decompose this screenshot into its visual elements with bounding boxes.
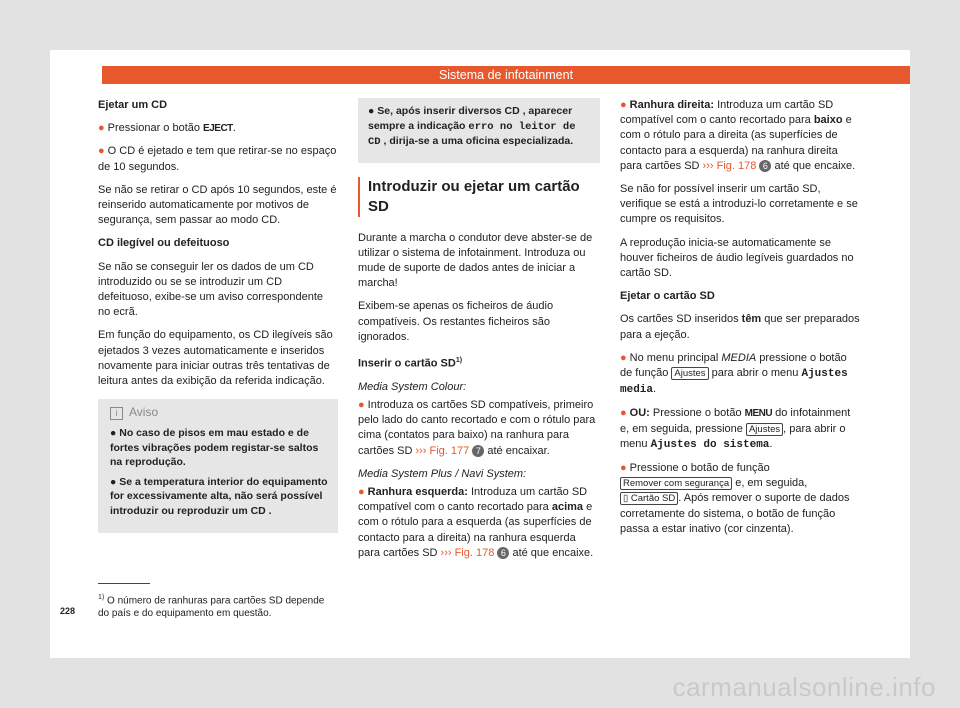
bullet-dot: ●	[368, 105, 378, 117]
bullet-dot: ●	[98, 145, 105, 158]
bullet-dot: ●	[358, 398, 365, 411]
bullet-insert-colour: ● Introduza os cartões SD compatíveis, primeiro pelo lado do canto recortado e com o rótulo para cima (contatos para baixo) na ranhura para cartões SD ››› Fig. 177 7 até encaixar.	[358, 398, 596, 457]
sd-card-icon: ▯	[623, 493, 631, 505]
paragraph-retries: Em função do equipamento, os CD ilegíveis são ejetados 3 vezes automaticamente e inseridos novamente para iniciar outras três tentativas de leitura antes da exibição da referida indicação.	[98, 329, 333, 388]
callout-number: 7	[472, 445, 484, 457]
heading-eject-cd: Ejetar um CD	[98, 99, 168, 111]
column-right	[620, 98, 860, 545]
bullet-right-slot: ● Ranhura direita: Introduza um cartão SD compatível com o canto recortado para baixo e com o rótulo para a direita (as superfícies de contacto para a esquerda) na ranhura direita para cartões SD ››› Fig. 178 6 até que encaixe.	[620, 99, 856, 172]
paragraph-prepare-eject: Os cartões SD inseridos têm que ser preparados para a ejeção.	[620, 313, 860, 341]
bullet-media-menu: ● No menu principal MEDIA pressione o botão de função Ajustes para abrir o menu Ajustes media.	[620, 351, 848, 397]
page-number: 228	[60, 606, 76, 616]
heading-eject-sd: Ejetar o cartão SD	[620, 290, 715, 303]
warning-box	[98, 399, 338, 533]
bullet-dot: ●	[620, 351, 627, 364]
callout-number: 6	[759, 160, 771, 172]
footnote-divider	[98, 583, 150, 584]
tip-box	[358, 98, 600, 163]
menu-name: Ajustes media	[620, 368, 848, 397]
bullet-dot: ●	[620, 99, 627, 111]
figure-ref: ››› Fig. 178	[440, 546, 495, 559]
bullet-dot: ●	[620, 462, 627, 475]
bullet-or-menu: ● OU: Pressione o botão MENU do infotainment e, em seguida, pressione Ajustes , para abrir o menu Ajustes do sistema.	[620, 407, 851, 451]
subheading-plus: Media System Plus / Navi System:	[358, 467, 527, 480]
warning-item: ● No caso de pisos em mau estado e de fortes vibrações podem registar-se saltos na reprodução.	[110, 427, 319, 469]
tip-item: ● Se, após inserir diversos CD , aparecer sempre a indicação erro no leitor de CD , dirija-se a uma oficina especializada.	[368, 105, 576, 148]
info-icon: i	[110, 407, 123, 420]
subheading-colour: Media System Colour:	[358, 380, 467, 393]
figure-ref: ››› Fig. 178	[702, 159, 757, 172]
remove-safely-key: Remover com segurança	[620, 477, 732, 490]
bullet-dot: ●	[110, 427, 120, 440]
paragraph-driver-warning: Durante a marcha o condutor deve abster-se de utilizar o sistema de infotainment. Introduza ou mude de suporte de dados antes de iniciar a marcha!	[358, 231, 593, 290]
bullet-dot: ●	[358, 486, 365, 498]
manual-page	[50, 50, 910, 658]
ajustes-key: Ajustes	[746, 423, 783, 436]
callout-number: 6	[497, 547, 509, 559]
bullet-cd-ejected: ● O CD é ejetado e tem que retirar-se no espaço de 10 segundos.	[98, 145, 337, 173]
bullet-dot: ●	[110, 475, 120, 488]
menu-name: Ajustes do sistema	[650, 438, 770, 451]
menu-key: MENU	[744, 408, 773, 420]
footnote: $^{1)}$ O número de ranhuras para cartões SD depende do país e do equipamento em questão.	[98, 594, 325, 620]
warning-title: i Aviso	[110, 405, 328, 420]
column-middle	[358, 98, 600, 569]
section-header: Sistema de infotainment	[102, 66, 910, 84]
paragraph-cannot-insert: Se não for possível inserir um cartão SD, verifique se está a introduzi-lo corretamente e se cumpre os requisitos.	[620, 183, 858, 226]
figure-ref: ››› Fig. 177	[415, 444, 470, 457]
bullet-press-eject: ● Pressionar o botão EJECT.	[98, 122, 236, 135]
error-message: erro no leitor de CD	[368, 120, 576, 148]
bullet-dot: ●	[98, 122, 105, 135]
watermark: carmanualsonline.info	[672, 672, 936, 702]
paragraph-compatible-files: Exibem-se apenas os ficheiros de áudio compatíveis. Os restantes ficheiros são ignorados.	[358, 300, 554, 343]
paragraph-unreadable: Se não se conseguir ler os dados de um CD introduzido ou se se introduzir um CD defeituoso, exibe-se um aviso correspondente no ecrã.	[98, 260, 324, 319]
section-title-sd-card: Introduzir ou ejetar um cartão SD	[358, 177, 600, 217]
sd-card-key: ▯ Cartão SD	[620, 492, 678, 505]
heading-cd-unreadable: CD ilegível ou defeituoso	[98, 237, 230, 250]
eject-key: EJECT	[203, 123, 233, 135]
heading-insert-sd: Inserir o cartão SD$^{1)}$	[358, 356, 463, 370]
paragraph-reinserted: Se não se retirar o CD após 10 segundos, este é reinserido automaticamente por motivos de segurança, sem passar ao modo CD.	[98, 183, 337, 227]
ajustes-key: Ajustes	[671, 367, 708, 380]
bullet-remove-safely: ● Pressione o botão de função Remover com segurança e, em seguida, ▯ Cartão SD . Após remover o suporte de dados corretamente do sistema, o botão de função passa a estar inativo (cor cinzenta).	[620, 462, 850, 535]
column-left	[98, 98, 338, 533]
paragraph-autoplay: A reprodução inicia-se automaticamente se houver ficheiros de áudio legíveis guardados no cartão SD.	[620, 236, 854, 280]
warning-item: ● Se a temperatura interior do equipamento for excessivamente alta, não será possível introduzir ou reproduzir um CD .	[110, 475, 328, 517]
footnote-ref: 1)	[455, 356, 463, 364]
bullet-dot: ●	[620, 407, 627, 420]
bullet-left-slot: ● Ranhura esquerda: Introduza um cartão SD compatível com o canto recortado para acima e com o rótulo para a esquerda (as superfícies de contacto para a direita) na ranhura esquerda para cartões SD ››› Fig. 178 6 até que encaixe.	[358, 486, 594, 559]
